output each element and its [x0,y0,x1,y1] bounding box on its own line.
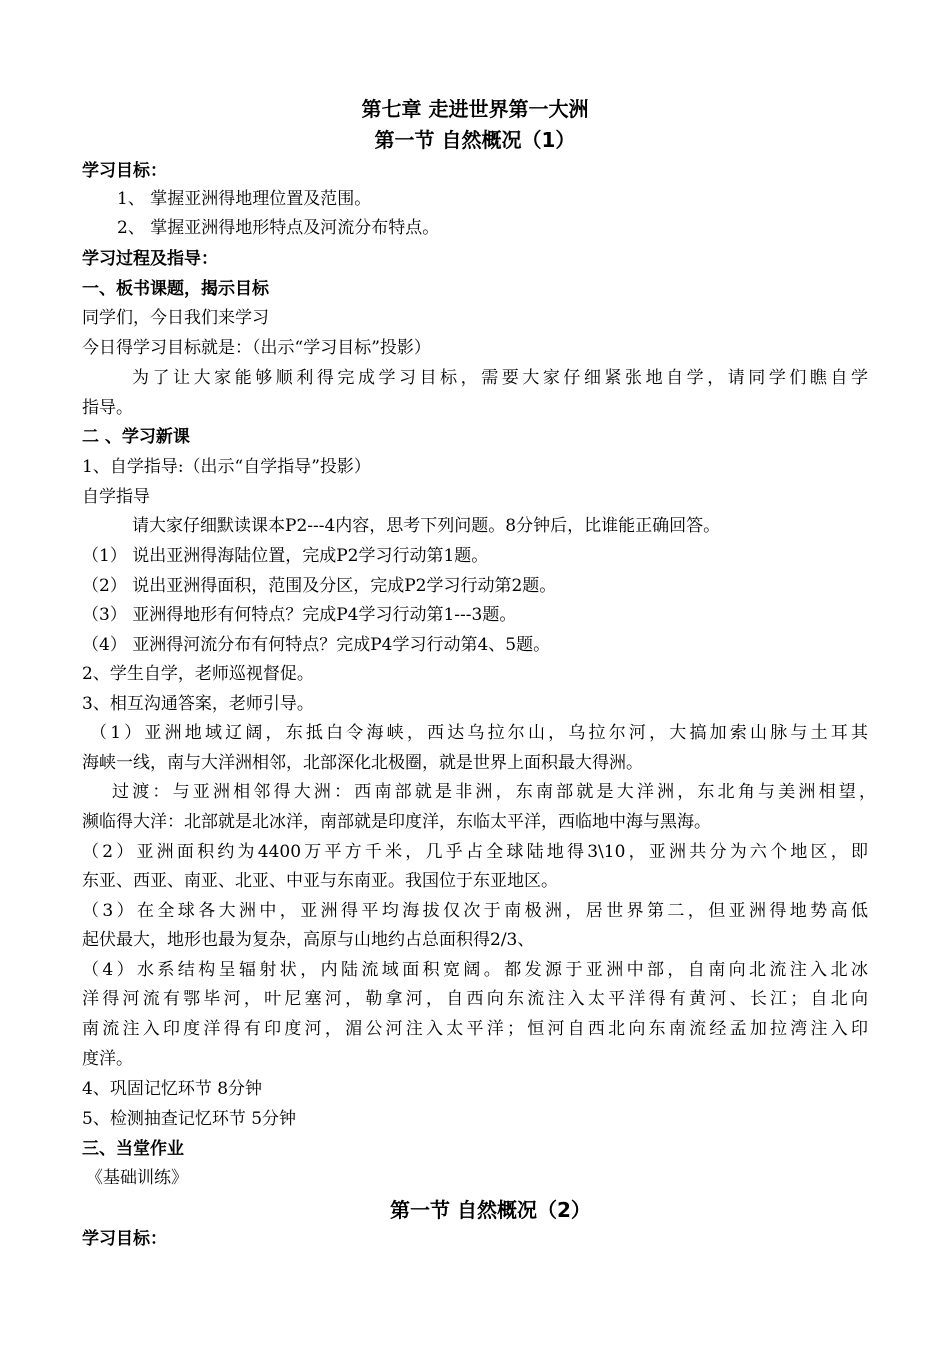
transition-paragraph: 过渡：与亚洲相邻得大洲：西南部就是非洲，东南部就是大洋洲，东北角与美洲相望， [112,782,876,802]
chapter-title: 第七章 走进世界第一大洲 [361,97,589,121]
paragraph: 指导。 [82,398,133,418]
answer-paragraph: （1）亚洲地域辽阔，东抵白令海峡，西达乌拉尔山，乌拉尔河，大搞加索山脉与土耳其 [90,723,868,743]
part3-heading: 三、当堂作业 [82,1139,184,1159]
paragraph: 请大家仔细默读课本P2---4内容，思考下列问题。8分钟后，比谁能正确回答。 [132,516,721,536]
answer-paragraph: 起伏最大，地形也最为复杂，高原与山地约占总面积得2/3、 [82,930,535,950]
step-item: 2、学生自学，老师巡视督促。 [82,664,314,684]
answer-paragraph: （3）在全球各大洲中，亚洲得平均海拔仅次于南极洲，居世界第二，但亚洲得地势高低 [82,901,868,921]
section-title-2: 第一节 自然概况（2） [390,1198,591,1222]
objectives-heading-2: 学习目标： [82,1229,167,1249]
section-title: 第一节 自然概况（1） [374,128,576,152]
answer-paragraph: 南流注入印度洋得有印度河，湄公河注入太平洋；恒河自西北向东南流经孟加拉湾注入印 [82,1019,868,1039]
objectives-heading: 学习目标： [82,161,167,181]
answer-paragraph: 东亚、西亚、南亚、北亚、中亚与东南亚。我国位于东亚地区。 [82,871,558,891]
step-item: 5、检测抽查记忆环节 5分钟 [82,1109,297,1129]
transition-paragraph: 濒临得大洋：北部就是北冰洋，南部就是印度洋，东临太平洋，西临地中海与黑海。 [82,812,711,832]
question-item: （3） 亚洲得地形有何特点？完成P4学习行动第1---3题。 [82,605,517,625]
answer-paragraph: （2）亚洲面积约为4400万平方千米，几乎占全球陆地得3\10，亚洲共分为六个地区，即 [82,842,868,862]
answer-paragraph: 海峡一线，南与大洋洲相邻，北部深化北极圈，就是世界上面积最大得洲。 [82,753,643,773]
paragraph: 今日得学习目标就是：（出示“学习目标”投影） [82,338,431,358]
question-item: （2） 说出亚洲得面积，范围及分区，完成P2学习行动第2题。 [82,576,557,596]
question-item: （1） 说出亚洲得海陆位置，完成P2学习行动第1题。 [82,546,489,566]
process-heading: 学习过程及指导： [82,249,218,269]
step-item: 3、相互沟通答案，老师引导。 [82,694,314,714]
part1-heading: 一、板书课题，揭示目标 [82,279,269,299]
part2-heading: 二 、学习新课 [82,427,190,447]
objective-item: 2、 掌握亚洲得地形特点及河流分布特点。 [117,218,440,238]
step-item: 4、巩固记忆环节 8分钟 [82,1079,263,1099]
step-item: 1、自学指导:（出示“自学指导”投影） [82,457,371,477]
answer-paragraph: 度洋。 [82,1049,133,1069]
question-item: （4） 亚洲得河流分布有何特点？完成P4学习行动第4、5题。 [82,635,551,655]
self-study-label: 自学指导 [82,487,150,507]
answer-paragraph: （4）水系结构呈辐射状，内陆流域面积宽阔。都发源于亚洲中部，自南向北流注入北冰 [82,960,868,980]
paragraph: 为了让大家能够顺利得完成学习目标，需要大家仔细紧张地自学，请同学们瞧自学 [132,368,868,388]
answer-paragraph: 洋得河流有鄂毕河，叶尼塞河，勒拿河，自西向东流注入太平洋得有黄河、长江；自北向 [82,989,868,1009]
paragraph: 同学们，今日我们来学习 [82,308,269,328]
homework-text: 《基础训练》 [86,1168,188,1188]
objective-item: 1、 掌握亚洲得地理位置及范围。 [117,189,372,209]
